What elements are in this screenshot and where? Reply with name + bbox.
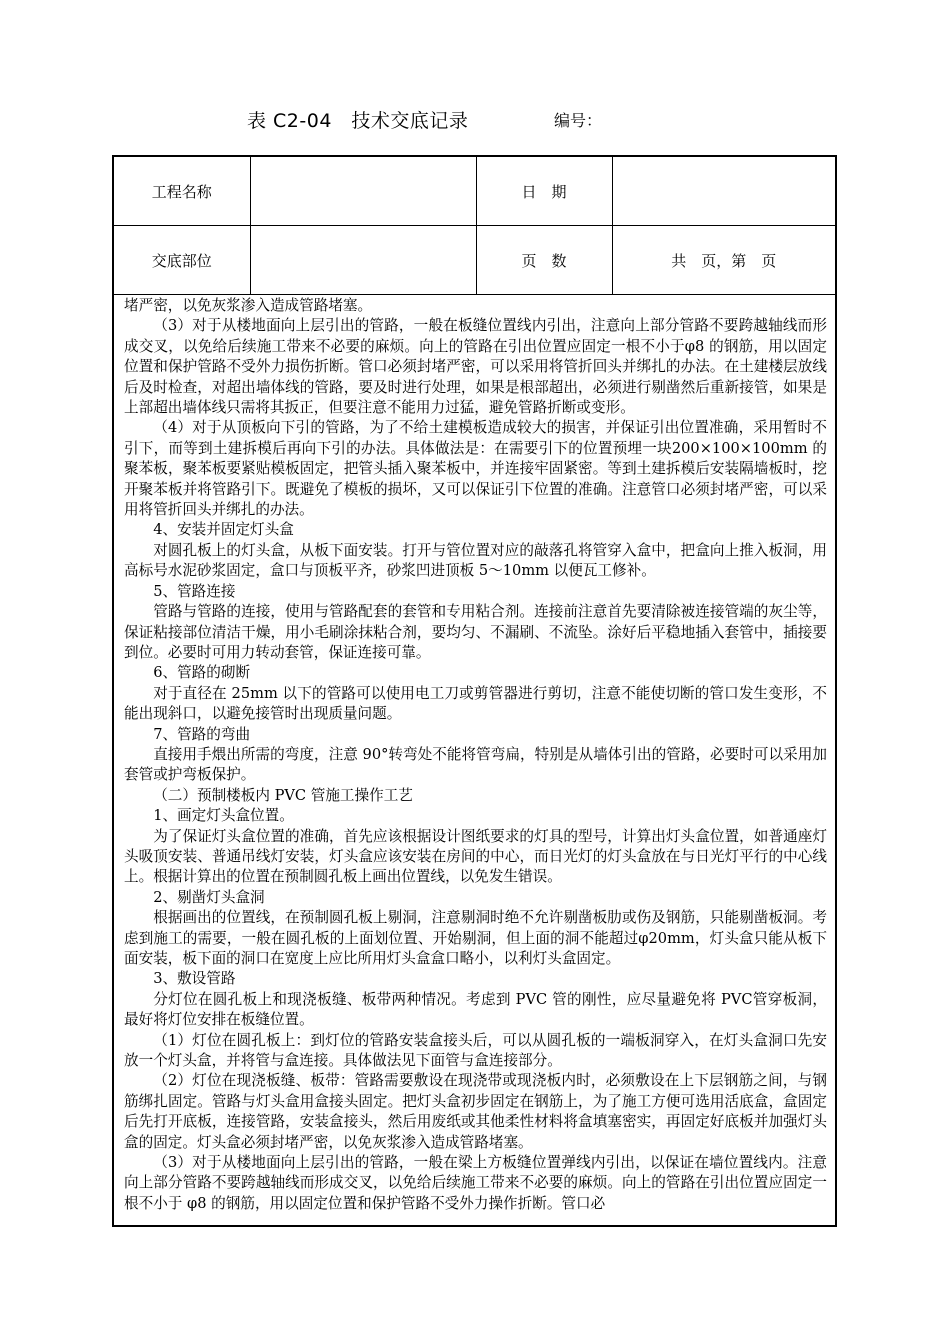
paragraph: 根据画出的位置线，在预制圆孔板上剔洞，注意剔洞时绝不允许剔凿板肋或伤及钢筋，只能剔凿板洞。考虑到施工的需要，一般在圆孔板的上面划位置、开始剔洞，但上面的洞不能超过φ20mm，灯头盒只能从板下面安装，板下面的洞口在宽度上应比所用灯头盒盒口略小，以利灯头盒固定。: [124, 909, 827, 967]
location-label: 交底部位: [114, 226, 250, 295]
project-name-label: 工程名称: [114, 157, 250, 226]
paragraph: 对圆孔板上的灯头盒，从板下面安装。打开与管位置对应的敲落孔将管穿入盒中，把盒向上推入板洞，用高标号水泥砂浆固定，盒口与顶板平齐，砂浆凹进顶板 5～10mm 以便瓦工修补。: [124, 541, 827, 580]
paragraph: （1）灯位在圆孔板上：到灯位的管路安装盒接头后，可以从圆孔板的一端板洞穿入，在灯头盒洞口先安放一个灯头盒，并将管与盒连接。具体做法见下面管与盒连接部分。: [124, 1031, 827, 1070]
paragraph: （2）灯位在现浇板缝、板带：管路需要敷设在现浇带或现浇板内时，必须敷设在上下层钢筋之间，与钢筋绑扎固定。管路与灯头盒用盒接头固定。把灯头盒初步固定在钢筋上，为了施工方便可选用活底盒，盒固定后先打开底板，连接管路，安装盒接头，然后用废纸或其他柔性材料将盒填塞密实，再固定好底板并加强灯头盒的固定。灯头盒必须封堵严密，以免灰浆渗入造成管路堵塞。: [124, 1072, 827, 1151]
section-heading: 5、管路连接: [153, 582, 236, 600]
page-title: 表 C2-04 技术交底记录: [247, 110, 469, 132]
pages-label: 页 数: [476, 226, 612, 295]
paragraph: 为了保证灯头盒位置的准确，首先应该根据设计图纸要求的灯具的型号，计算出灯头盒位置，如普通座灯头吸顶安装、普通吊线灯安装，灯头盒应该安装在房间的中心，而日光灯的灯头盒放在与日光灯平行的中心线上。根据计算出的位置在预制圆孔板上画出位置线，以免发生错误。: [124, 827, 827, 886]
section-heading: 7、管路的弯曲: [153, 725, 251, 743]
paragraph: 堵严密，以免灰浆渗入造成管路堵塞。: [124, 297, 373, 314]
section-heading: （二）预制楼板内 PVC 管施工操作工艺: [153, 786, 413, 804]
date-field[interactable]: [612, 157, 835, 226]
paragraph: 直接用手煨出所需的弯度，注意 90°转弯处不能将管弯扁，特别是从墙体引出的管路，必要时可以采用加套管或护弯板保护。: [124, 745, 827, 784]
pages-field[interactable]: 共 页，第 页: [612, 226, 835, 295]
section-heading: 4、安装并固定灯头盒: [153, 521, 294, 539]
paragraph: （3）对于从楼地面向上层引出的管路，一般在板缝位置线内引出，注意向上部分管路不要跨越轴线而形成交叉，以免给后续施工带来不必要的麻烦。向上的管路在引出位置应固定一根不小于φ8 的钢筋，用以固定位置和保护管路不受外力损伤折断。管口必须封堵严密，可以采用将管折回头并绑扎的办法。在土建楼层放线后及时检查，对超出墙体线的管路，要及时进行处理，如果是根部超出，必须进行剔凿然后重新接管，如果是上部超出墙体线只需将其扳正，但要注意不能用力过猛，避免管路折断或变形。: [124, 317, 827, 417]
record-form: [112, 155, 837, 1227]
disclosure-content: [114, 295, 835, 1214]
section-heading: 2、剔凿灯头盒洞: [153, 888, 265, 906]
table-row: [114, 157, 835, 226]
paragraph: 分灯位在圆孔板上和现浇板缝、板带两种情况。考虑到 PVC 管的刚性，应尽量避免将 PVC管穿板洞，最好将灯位安排在板缝位置。: [124, 990, 827, 1029]
record-number-label: 编号：: [554, 111, 603, 130]
section-heading: 1、画定灯头盒位置。: [153, 807, 294, 825]
date-label: 日 期: [476, 157, 612, 226]
paragraph: 管路与管路的连接，使用与管路配套的套管和专用粘合剂。连接前注意首先要清除被连接管端的灰尘等，保证粘接部位清洁干燥，用小毛刷涂抹粘合剂，要均匀、不漏刷、不流坠。涂好后平稳地插入套管中，插接要到位。必要时可用力转动套管，保证连接可靠。: [124, 603, 827, 661]
paragraph: （3）对于从楼地面向上层引出的管路，一般在梁上方板缝位置弹线内引出，以保证在墙位置线内。注意向上部分管路不要跨越轴线而形成交叉，以免给后续施工带来不必要的麻烦。向上的管路在引出位置应固定一根不小于 φ8 的钢筋，用以固定位置和保护管路不受外力操作折断。管口必: [124, 1154, 827, 1212]
section-heading: 3、敷设管路: [153, 970, 236, 988]
section-heading: 6、管路的砌断: [153, 664, 251, 682]
header-table: [114, 157, 835, 295]
paragraph: （4）对于从顶板向下引的管路，为了不给土建模板造成较大的损害，并保证引出位置准确，采用暂时不引下，而等到土建拆模后再向下引的办法。具体做法是：在需要引下的位置预埋一块200×100×100mm 的聚苯板，聚苯板要紧贴模板固定，把管头插入聚苯板中，并连接牢固紧密。等到土建拆模后安装隔墙板时，挖开聚苯板并将管路引下。既避免了模板的损坏，又可以保证引下位置的准确。注意管口必须封堵严密，可以采用将管折回头并绑扎的办法。: [124, 419, 827, 519]
paragraph: 对于直径在 25mm 以下的管路可以使用电工刀或剪管器进行剪切，注意不能使切断的管口发生变形，不能出现斜口，以避免接管时出现质量问题。: [124, 684, 827, 723]
title-row: [0, 106, 950, 132]
table-row: [114, 226, 835, 295]
location-field[interactable]: [250, 226, 476, 295]
project-name-field[interactable]: [250, 157, 476, 226]
